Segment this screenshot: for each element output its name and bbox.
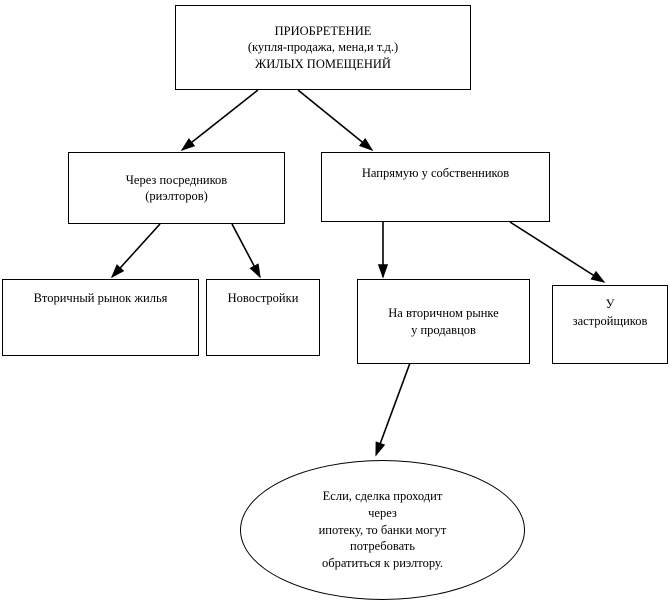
node-direct-owners xyxy=(321,152,550,222)
node-line: Вторичный рынок жилья xyxy=(33,291,168,305)
node-line: Новостройки xyxy=(227,291,299,305)
node-line: (риэлторов) xyxy=(145,189,208,203)
edge-intermediaries-to-secondary-market xyxy=(112,224,160,277)
node-line: застройщиков xyxy=(572,313,648,328)
node-new-buildings xyxy=(206,279,320,356)
node-intermediaries xyxy=(68,152,285,224)
node-line: (купля-продажа, мена,и т.д.) xyxy=(247,40,399,55)
edge-title-to-intermediaries xyxy=(182,90,258,150)
edge-intermediaries-to-new-buildings xyxy=(232,224,260,277)
node-line: ЖИЛЫХ ПОМЕЩЕНИЙ xyxy=(255,56,391,71)
node-line: На вторичном рынке xyxy=(388,306,499,320)
node-line: у продавцов xyxy=(411,322,476,337)
node-developers xyxy=(552,285,668,364)
node-line: потребовать xyxy=(350,539,415,554)
edge-secondary-sellers-to-note xyxy=(376,363,410,455)
node-mortgage-note xyxy=(240,460,525,600)
node-acquisition-title xyxy=(175,5,471,90)
node-line: Если, сделка проходит xyxy=(322,488,443,503)
node-secondary-market xyxy=(2,279,199,356)
node-line: Через посредников xyxy=(125,172,228,187)
edge-title-to-direct-owners xyxy=(298,90,372,150)
node-secondary-sellers xyxy=(357,279,530,364)
node-line: ипотеку, то банки могут xyxy=(318,522,447,537)
node-line: У xyxy=(605,297,615,311)
node-line: ПРИОБРЕТЕНИЕ xyxy=(274,23,372,38)
edge-direct-owners-to-developers xyxy=(510,222,604,282)
node-line: обратиться к риэлтору. xyxy=(321,556,444,571)
node-line: через xyxy=(368,505,397,520)
node-line: Напрямую у собственников xyxy=(361,166,510,180)
